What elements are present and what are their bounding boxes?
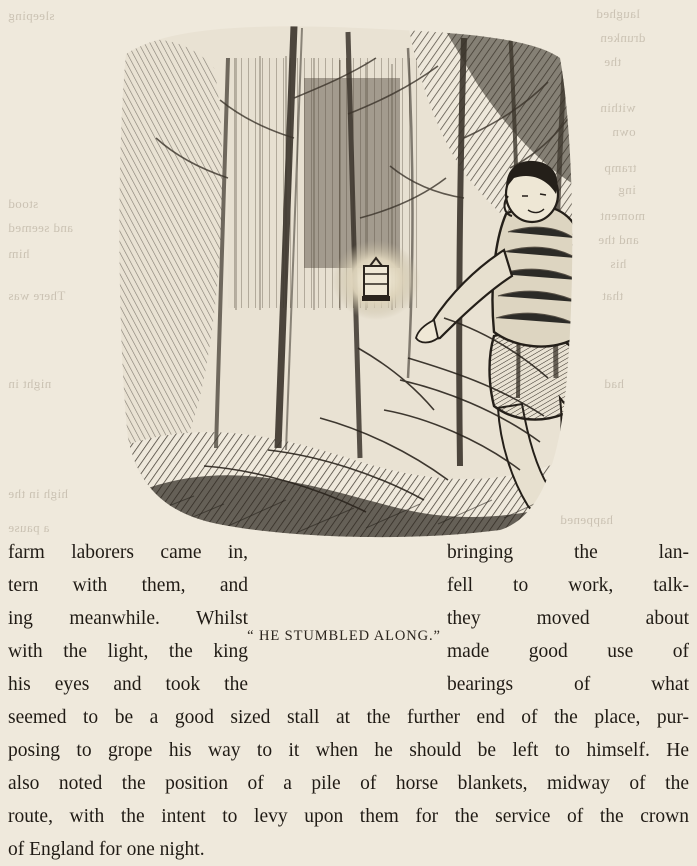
text-segment-right: fell to work, talk- (447, 575, 689, 596)
engraving-image (108, 18, 580, 540)
text-segment-left: ing meanwhile. Whilst (8, 608, 248, 629)
bleed-through-text: There was (8, 288, 66, 303)
bleed-through-text: and seemed (8, 220, 74, 235)
bleed-through-text: sleeping (8, 8, 55, 23)
bleed-through-text: drunken (600, 30, 646, 45)
text-line (8, 668, 689, 701)
text-segment-left: farm laborers came in, (8, 542, 248, 563)
text-line: seemed to be a good sized stall at the further end of the place, pur- (8, 707, 689, 728)
bleed-through-text: a pause (8, 520, 50, 535)
bleed-through-text: high in the (8, 486, 69, 501)
text-segment-right: bringing the lan- (447, 542, 689, 563)
bleed-through-text: within (600, 100, 636, 115)
text-segment-right: made good use of (447, 641, 689, 662)
illustration-figure (108, 18, 580, 540)
bleed-through-text: happened (560, 512, 614, 527)
text-line (8, 635, 689, 668)
text-line (8, 536, 689, 569)
body-text (8, 536, 689, 866)
text-line: posing to grope his way to it when he should be left to himself. He (8, 740, 689, 761)
bleed-through-text: and the (598, 232, 639, 247)
text-line (8, 569, 689, 602)
bleed-through-text: him (8, 246, 30, 261)
text-segment-left: with the light, the king (8, 641, 248, 662)
text-line (8, 602, 689, 635)
bleed-through-text: own (612, 124, 636, 139)
bleed-through-text: moment (600, 208, 646, 223)
text-line: route, with the intent to levy upon them for the service of the crown (8, 806, 689, 827)
bleed-through-text: that (602, 288, 624, 303)
bleed-through-text: tramp (604, 160, 637, 175)
bleed-through-text: stood (8, 196, 39, 211)
bleed-through-text: laughed (596, 6, 640, 21)
text-segment-right: they moved about (447, 608, 689, 629)
text-line: of England for one night. (8, 839, 205, 860)
text-line: also noted the position of a pile of horse blankets, midway of the (8, 773, 689, 794)
text-segment-right: bearings of what (447, 674, 689, 695)
text-segment-left: tern with them, and (8, 575, 248, 596)
illustration-caption: “ HE STUMBLED ALONG.” (247, 628, 441, 644)
bleed-through-text: his (610, 256, 627, 271)
text-segment-left: his eyes and took the (8, 674, 248, 695)
bleed-through-text: the (604, 54, 622, 69)
bleed-through-text: night in (8, 376, 52, 391)
bleed-through-text: ing (618, 182, 636, 197)
bleed-through-text: had (604, 376, 624, 391)
